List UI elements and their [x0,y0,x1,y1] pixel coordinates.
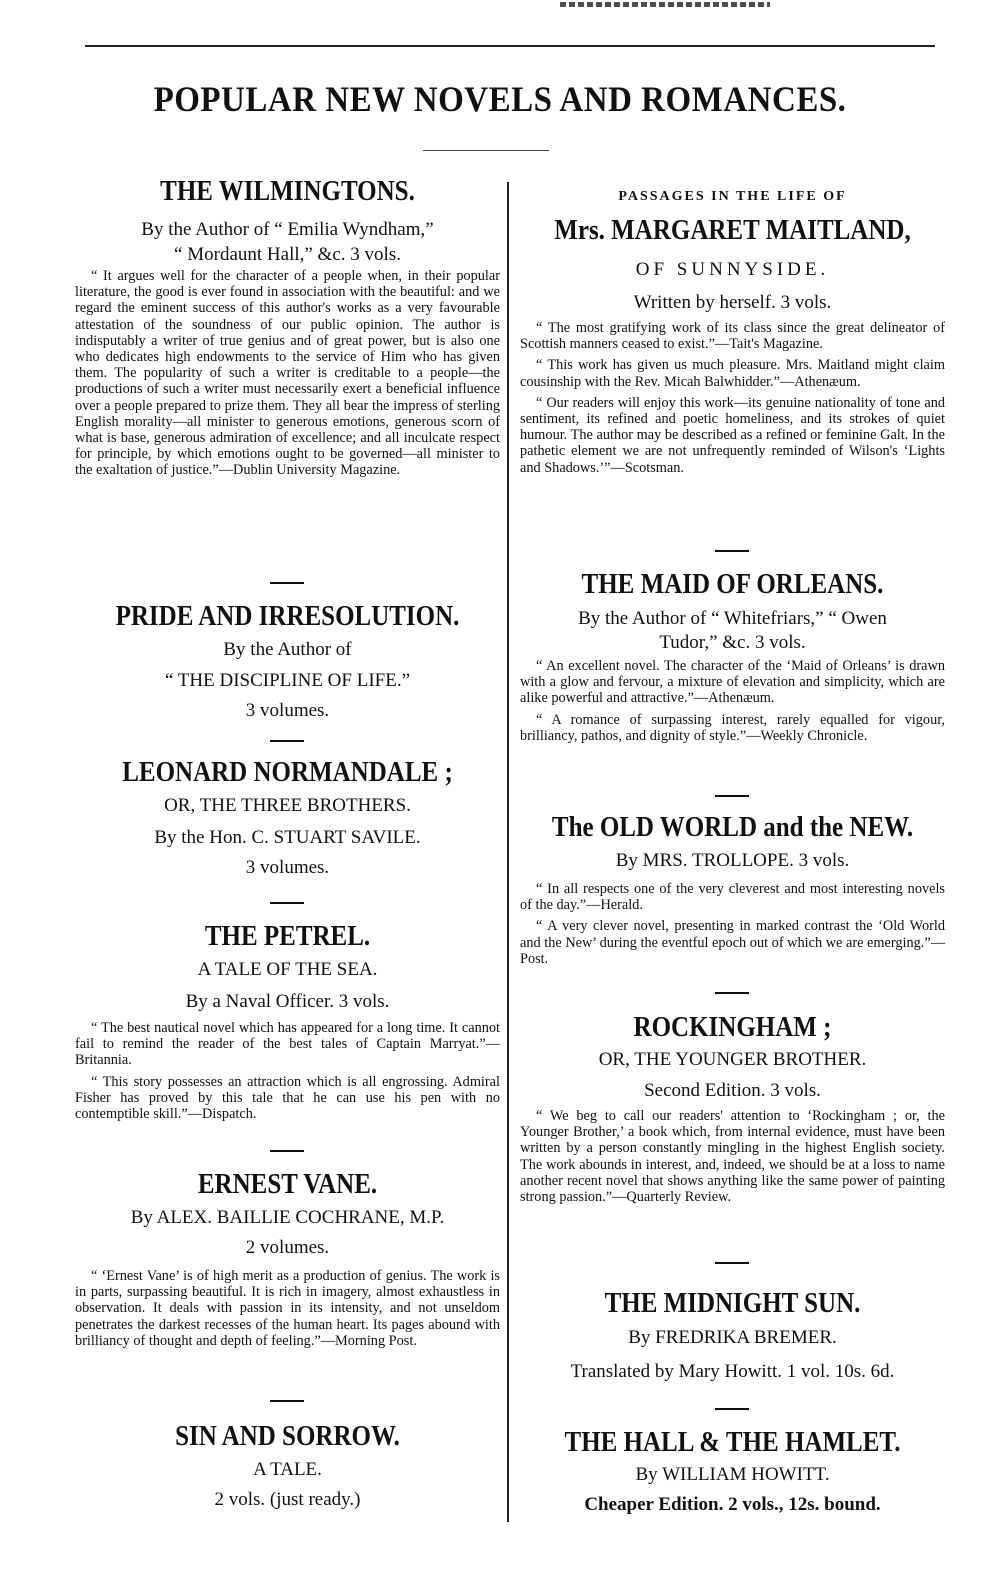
book-byline: “ Mordaunt Hall,” &c. 3 vols. [174,244,401,265]
section-divider [715,550,749,552]
book-volumes: 3 volumes. [245,700,330,721]
book-byline: By ALEX. BAILLIE COCHRANE, M.P. [130,1207,445,1228]
book-title: ROCKINGHAM ; [633,1012,832,1043]
review-quote: “ This story possesses an attraction which is all engrossing. Admiral Fisher has proved by this tale that he can use his pen with no contemptible skill.”—Dispatch. [75,1073,500,1123]
review-quote: “ The most gratifying work of its class since the great delineator of Scottish manners ceased to exist.”—Tait's Magazine. [520,320,945,353]
review-block [520,1108,945,1210]
book-byline: By the Author of [223,639,352,660]
review-block [75,1020,500,1127]
book-price: Translated by Mary Howitt. 1 vol. 10s. 6d. [570,1361,895,1382]
review-quote: “ ‘Ernest Vane’ is of high merit as a production of genius. The work is in parts, surpassing beautiful. It is rich in imagery, almost exhaustless in observation. It deals with passion in its intensity, and not unseldom penetrates the darkest recesses of the human heart. Its pages abound with brilliancy of thought and depth of feeling.”—Morning Post. [75,1268,500,1349]
section-divider [270,582,304,584]
book-byline: By the Author of “ Whitefriars,” “ Owen [578,608,887,629]
book-byline: By FREDRIKA BREMER. [628,1327,837,1348]
book-title: The OLD WORLD and the NEW. [551,812,914,843]
review-block [520,658,945,749]
book-title: Mrs. MARGARET MAITLAND, [554,215,911,246]
section-divider [270,1400,304,1402]
book-subtitle: A TALE OF THE SEA. [197,959,378,980]
book-price: Cheaper Edition. 2 vols., 12s. bound. [584,1494,881,1515]
book-edition: Second Edition. 3 vols. [644,1080,821,1101]
book-title: LEONARD NORMANDALE ; [122,757,453,788]
top-edge-ornament [560,2,770,7]
review-quote: “ The best nautical novel which has appeared for a long time. It cannot fail to remind the reader of the best tales of Captain Marryat.”—Britannia. [75,1020,500,1069]
title-divider [423,150,549,151]
book-subtitle: A TALE. [253,1459,322,1480]
book-title: THE HALL & THE HAMLET. [564,1427,901,1458]
header-rule [85,45,935,47]
book-byline: “ THE DISCIPLINE OF LIFE.” [164,670,411,691]
book-title: PRIDE AND IRRESOLUTION. [115,601,460,632]
section-divider [270,1150,304,1152]
book-volumes: 3 volumes. [245,857,330,878]
review-block [520,881,945,972]
book-byline: Tudor,” &c. 3 vols. [659,632,806,653]
book-byline: By a Naval Officer. 3 vols. [185,991,390,1012]
book-subtitle: OR, THE YOUNGER BROTHER. [598,1049,867,1070]
review-quote: “ It argues well for the character of a people when, in their popular literature, the good is ever found in association with the beautiful: and we regard the eminent success of this author's works as a very favourable attestation of the soundness of our public opinion. The author is indisputably a writer of true genius and of great power, but is also one who dedicates high endowments to the service of Him who has given them. The popularity of such a writer is creditable to a people—the productions of such a writer must necessarily exert a beneficial influence over a people prepared to prize them. They all bear the impress of sterling English morality—all minister to generous emotions, generous scorn of what is base, generous admiration of excellence; and all inculcate respect for principle, by which emotions ought to be governed—all minister to the exaltation of justice.”—Dublin University Magazine. [75,268,500,479]
review-quote: “ A romance of surpassing interest, rarely equalled for vigour, brilliancy, pathos, and dignity of style.”—Weekly Chronicle. [520,711,945,744]
book-pretitle: PASSAGES IN THE LIFE OF [618,189,847,204]
section-divider [715,992,749,994]
column-divider [507,182,509,1522]
book-title: THE PETREL. [204,921,371,952]
book-title: THE MIDNIGHT SUN. [604,1288,861,1319]
book-byline: By WILLIAM HOWITT. [635,1464,830,1485]
book-title: THE WILMINGTONS. [160,176,415,207]
book-title: SIN AND SORROW. [175,1421,400,1452]
review-block [520,320,945,481]
book-subtitle: OR, THE THREE BROTHERS. [164,795,411,816]
book-volumes: 2 vols. (just ready.) [214,1489,361,1510]
book-byline: Written by herself. 3 vols. [633,292,832,313]
review-quote: “ This work has given us much pleasure. Mrs. Maitland might claim cousinship with the Rev. Micah Balwhidder.”—Athenæum. [520,357,945,390]
book-byline: By MRS. TROLLOPE. 3 vols. [615,850,850,871]
book-title: ERNEST VANE. [197,1169,378,1200]
review-block [75,268,500,484]
review-block [75,1268,500,1354]
section-divider [715,1262,749,1264]
review-quote: “ In all respects one of the very cleverest and most interesting novels of the day.”—Herald. [520,881,945,914]
section-divider [715,1408,749,1410]
section-divider [715,795,749,797]
review-quote: “ We beg to call our readers' attention to ‘Rockingham ; or, the Younger Brother,’ a book which, from internal evidence, must have been written by a person constantly mingling in the highest English society. The work abounds in interest, and, indeed, we should be at a loss to name another recent novel that shows anything like the same power of painting strong passion.”—Quarterly Review. [520,1108,945,1206]
book-subtitle: OF SUNNYSIDE. [635,259,830,280]
section-divider [270,902,304,904]
section-divider [270,740,304,742]
book-title: THE MAID OF ORLEANS. [581,569,884,600]
review-quote: “ Our readers will enjoy this work—its genuine nationality of tone and sentiment, its refined and poetic homeliness, and its strokes of quiet humour. The author may be described as a refined or feminine Galt. In the pathetic element we are not unfrequently reminded of Wilson's ‘Lights and Shadows.’”—Scotsman. [520,394,945,476]
book-byline: By the Author of “ Emilia Wyndham,” [141,219,434,240]
book-byline: By the Hon. C. STUART SAVILE. [154,827,421,848]
review-quote: “ A very clever novel, presenting in marked contrast the ‘Old World and the New’ during the eventful epoch out of which we are emerging.”—Post. [520,918,945,967]
review-quote: “ An excellent novel. The character of the ‘Maid of Orleans’ is drawn with a glow and fervour, a mixture of elevation and simplicity, which are alike powerful and attractive.”—Athenæum. [520,658,945,707]
page-title: POPULAR NEW NOVELS AND ROMANCES. [153,80,847,120]
book-volumes: 2 volumes. [245,1237,330,1258]
